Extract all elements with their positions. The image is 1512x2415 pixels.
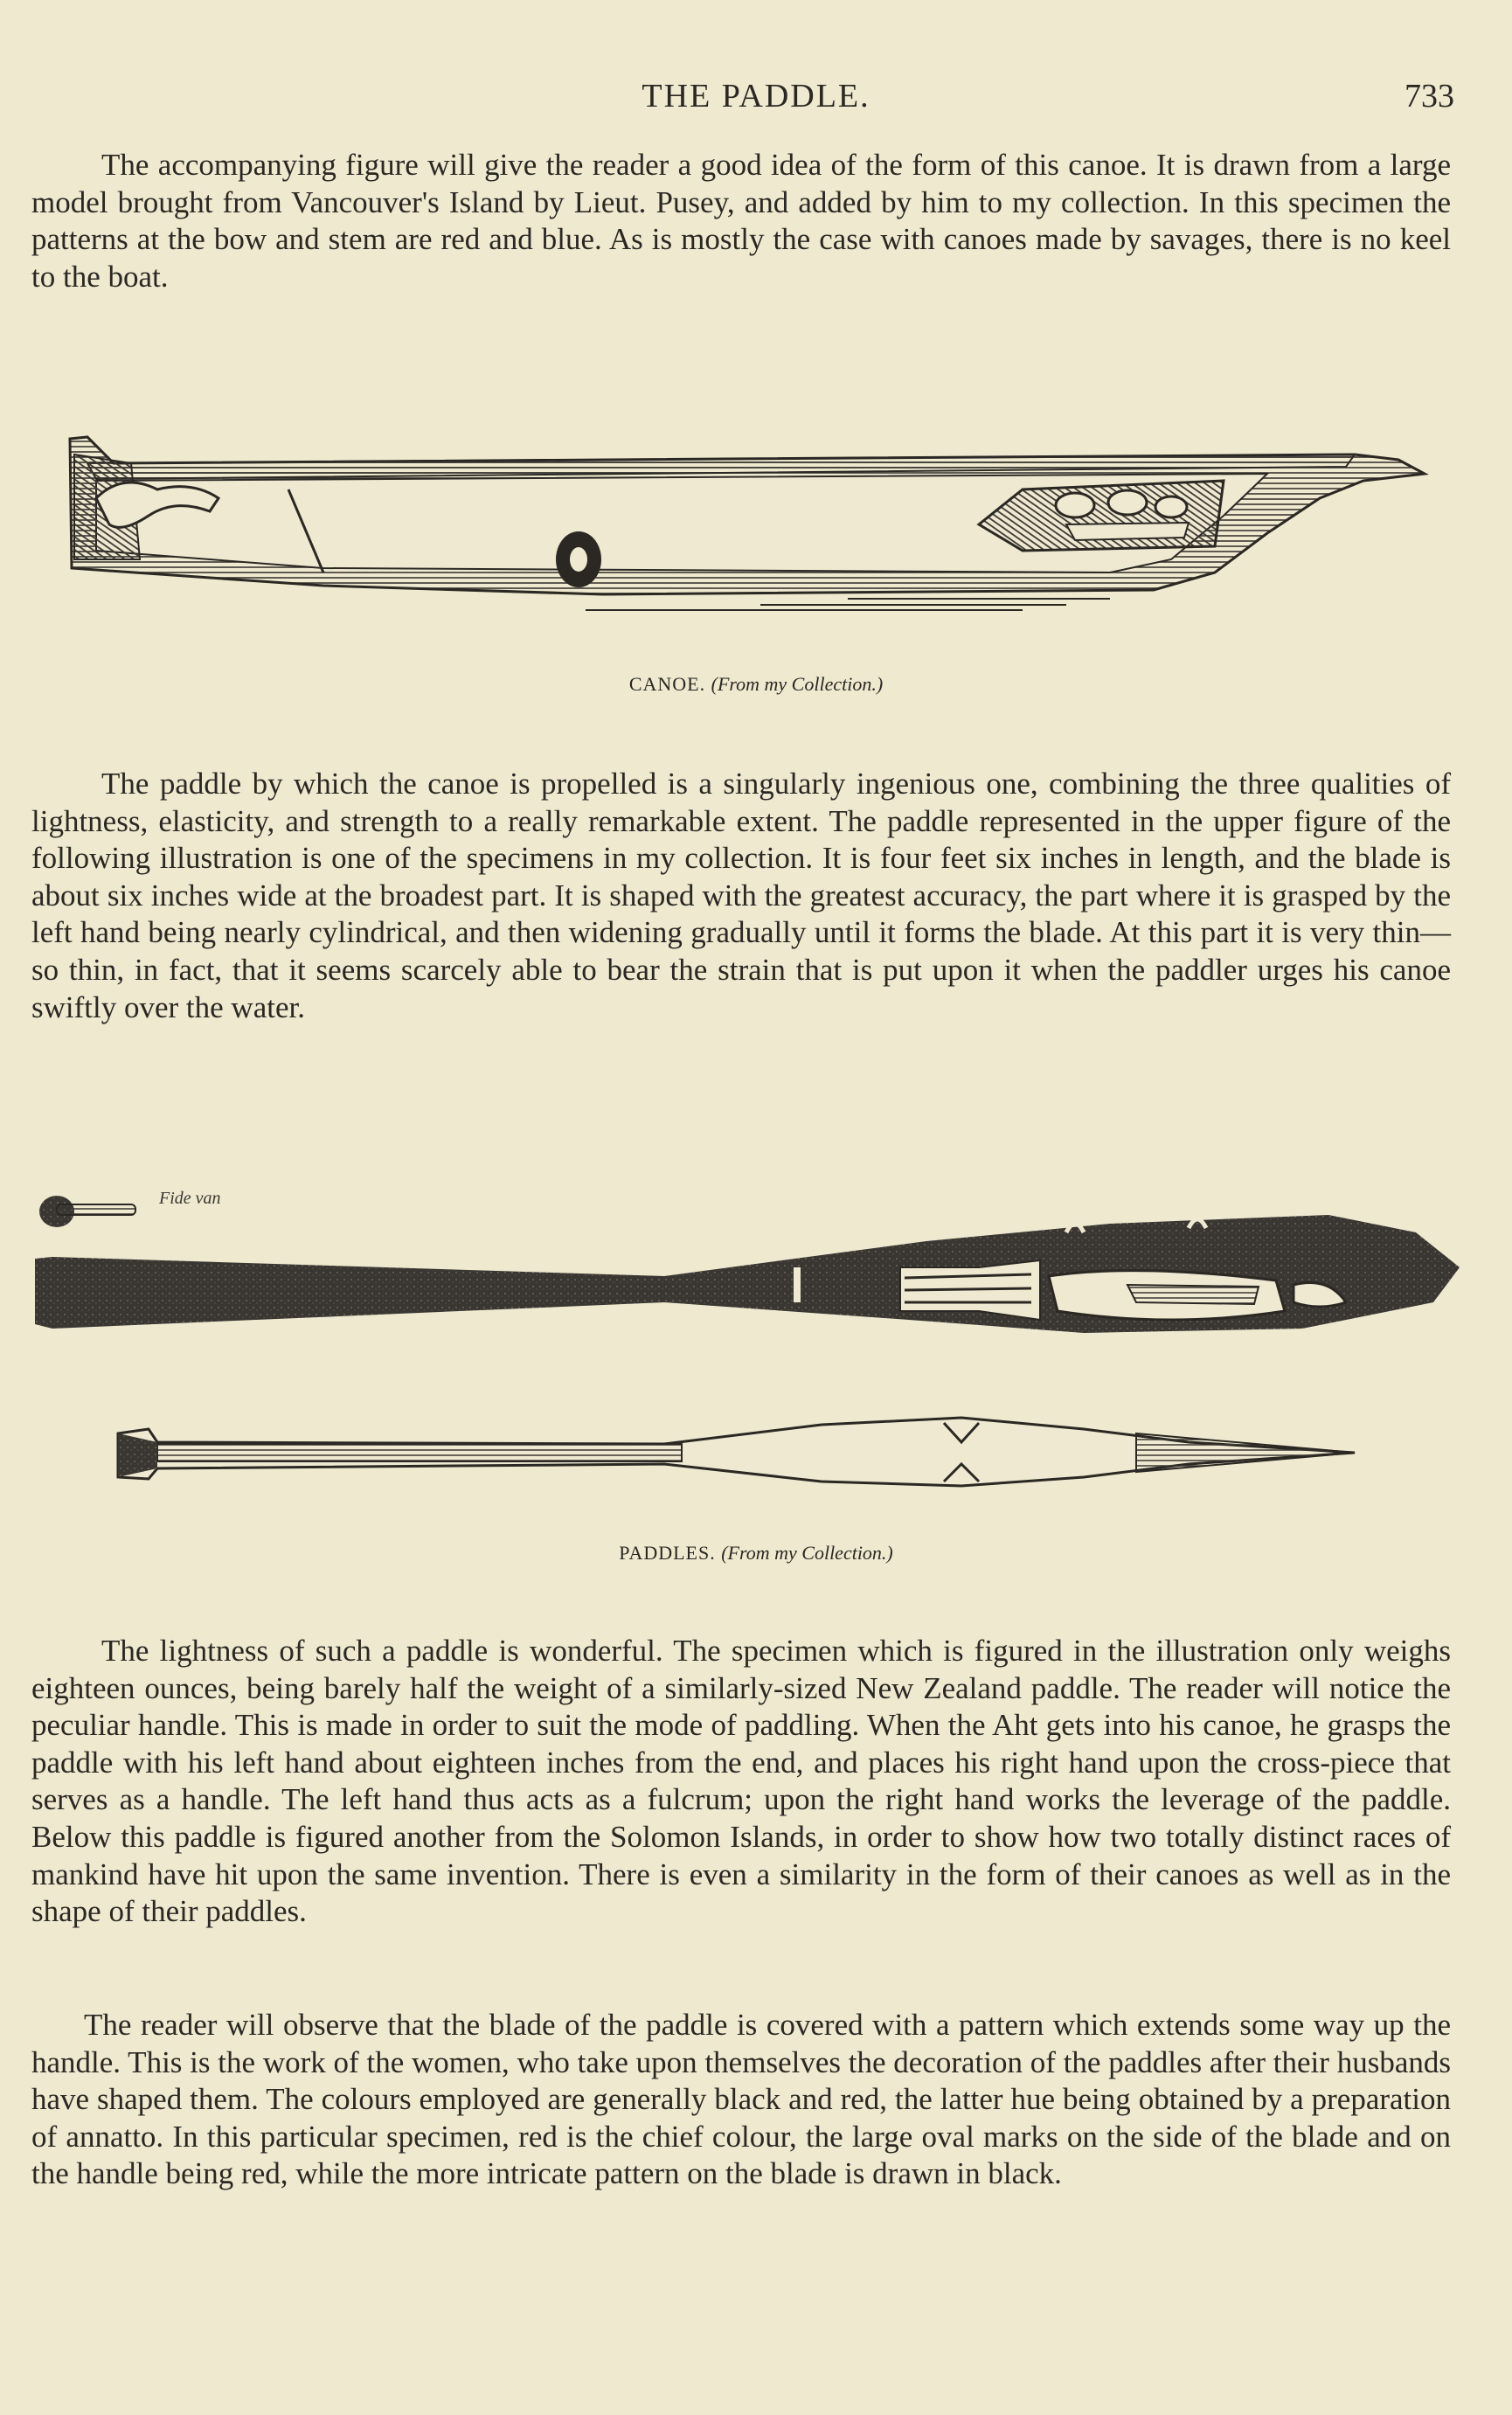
page-number: 733 <box>1404 78 1454 115</box>
canoe-caption-label: CANOE. <box>628 673 706 695</box>
paddles-caption <box>0 1542 1512 1565</box>
running-head <box>0 77 1512 121</box>
paragraph-paddle-lightness: The lightness of such a paddle is wonderful. The specimen which is figured in the illustration only weighs eighteen ounces, being barely half the weight of a similarly-sized New Zealand paddle. The reader will notice the peculiar handle. This is made in order to suit the mode of paddling. When the Aht gets into his canoe, he grasps the paddle with his left hand about eighteen inches from the end, and places his right hand upon the cross-piece that serves as a handle. The left hand thus acts as a fulcrum; upon the right hand works the leverage of the paddle. Below this paddle is figured another from the Solomon Islands, in order to show how two totally distinct races of mankind have hit upon the same invention. There is even a similarity in the form of their canoes as well as in the shape of their paddles. <box>31 1634 1451 1929</box>
paddles-caption-source: (From my Collection.) <box>721 1542 893 1564</box>
paddles-illustration <box>35 1180 1477 1512</box>
paddles-caption-label: PADDLES. <box>619 1542 716 1564</box>
paragraph-paddle-decoration: The reader will observe that the blade of the paddle is covered with a pattern which extends some way up the handle. This is the work of the women, who take upon themselves the decoration of the paddles after their husbands have shaped them. The colours employed are generally black and red, the latter hue being obtained by a preparation of annatto. In this particular specimen, red is the chief colour, the large oval marks on the side of the blade and on the handle being red, while the more intricate pattern on the blade is drawn in black. <box>31 2008 1451 2191</box>
canoe-illustration <box>61 428 1442 638</box>
canoe-caption <box>0 673 1512 696</box>
handwritten-note: Fide van <box>159 1189 221 1208</box>
paragraph-canoe-intro: The accompanying figure will give the reader a good idea of the form of this canoe. It is drawn from a large model brought from Vancouver's Island by Lieut. Pusey, and added by him to my collection. In this specimen the patterns at the bow and stem are red and blue. As is mostly the case with canoes made by savages, there is no keel to the boat. <box>31 148 1451 294</box>
canoe-caption-source: (From my Collection.) <box>711 673 884 695</box>
paragraph-paddle-description: The paddle by which the canoe is propelled is a singularly ingenious one, combining the three qualities of lightness, elasticity, and strength to a really remarkable extent. The paddle represented in the upper figure of the following illustration is one of the specimens in my collection. It is four feet six inches in length, and the blade is about six inches wide at the broadest part. It is shaped with the greatest accuracy, the part where it is grasped by the left hand being nearly cylindrical, and then widening gradually until it forms the blade. At this part it is very thin—so thin, in fact, that it seems scarcely able to bear the strain that is put upon it when the paddler urges his canoe swiftly over the water. <box>31 767 1451 1024</box>
running-title: THE PADDLE. <box>642 78 870 115</box>
